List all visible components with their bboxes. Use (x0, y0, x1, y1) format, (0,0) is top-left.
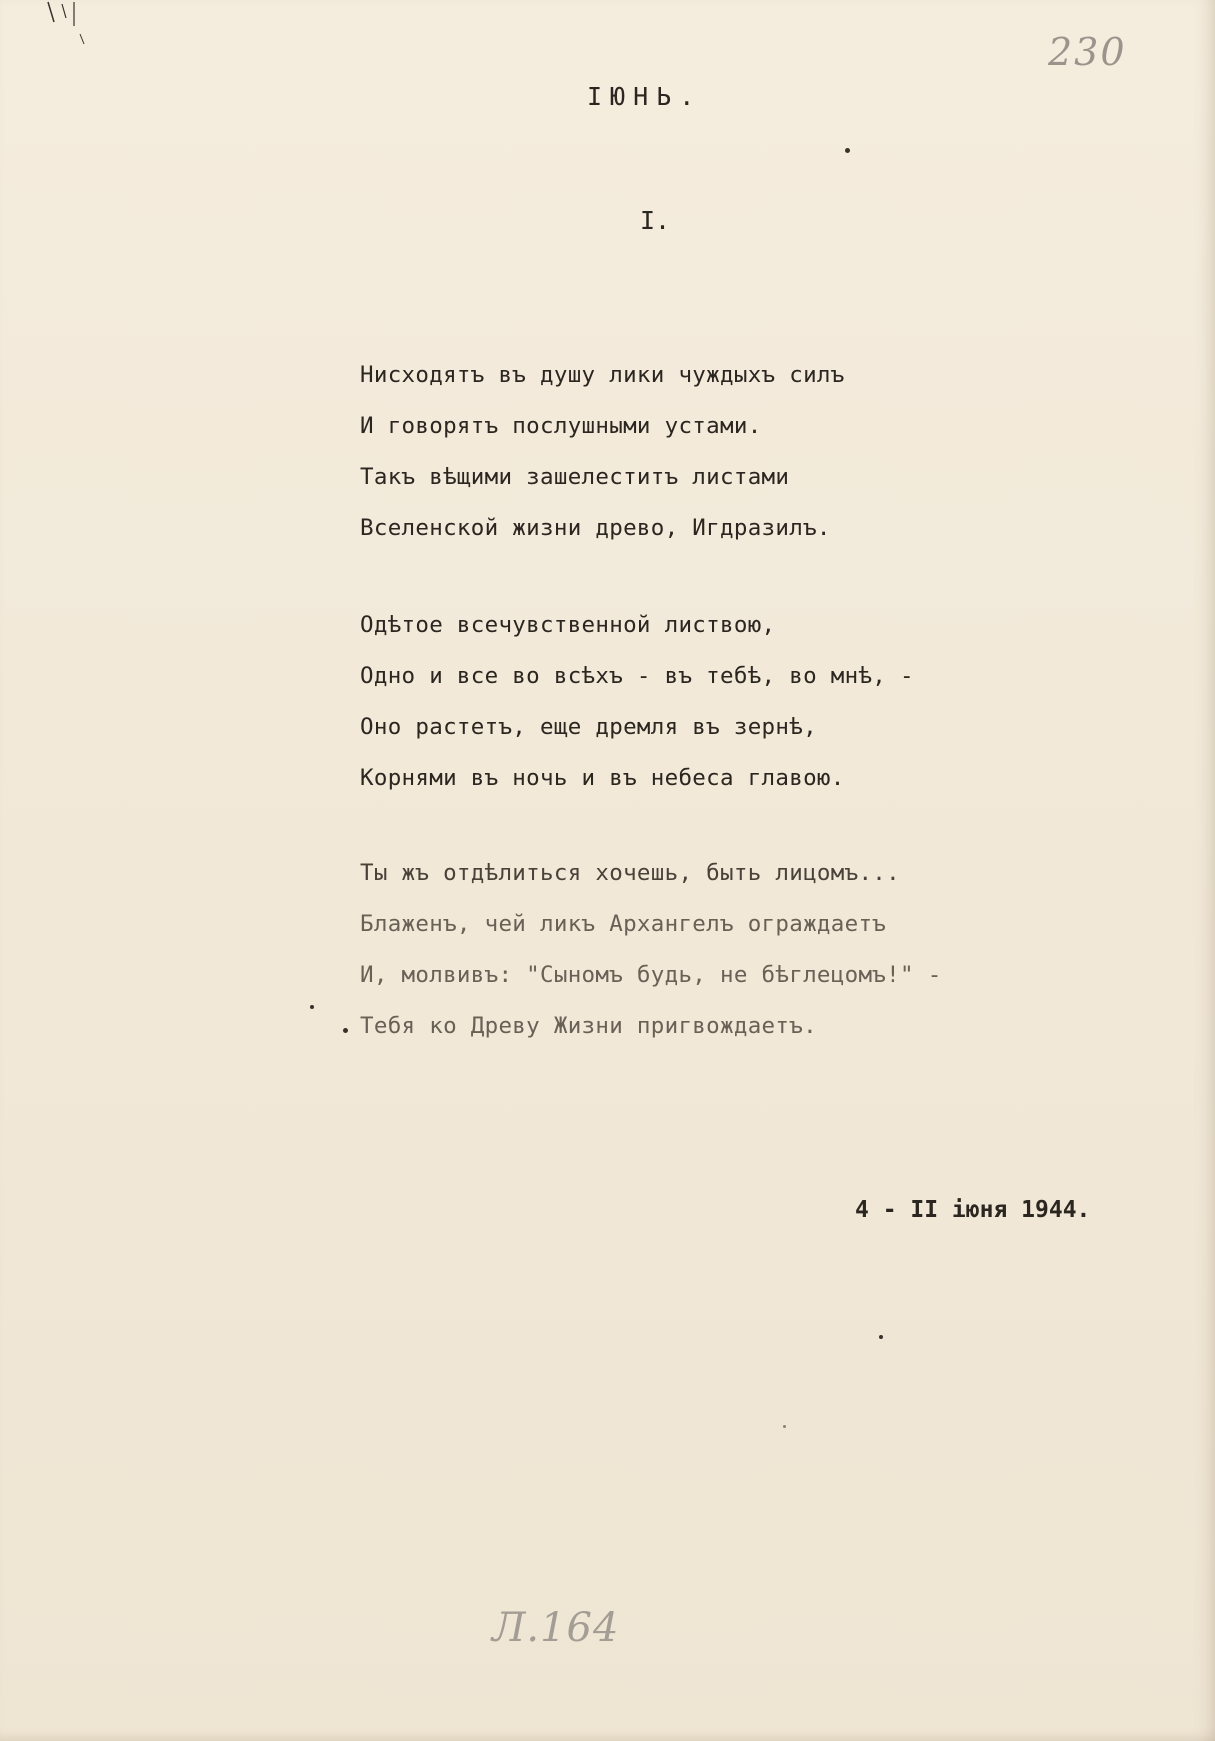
section-number: I. (640, 206, 671, 235)
verse-line: И, молвивъ: "Сыномъ будь, не бѣглецомъ!" - (360, 962, 942, 988)
ink-speck (310, 1005, 314, 1009)
verse-line: Корнями въ ночь и въ небеса главою. (360, 765, 845, 791)
verse-line: Одно и все во всѣхъ - въ тебѣ, во мнѣ, - (360, 663, 914, 689)
verse-line: И говорятъ послушными устами. (360, 413, 762, 439)
stanza-1 (360, 350, 845, 554)
archive-leaf-number: Л.164 (492, 1605, 620, 1651)
poem-title: ІЮНЬ. (587, 82, 703, 111)
verse-line: Оно растетъ, еще дремля въ зернѣ, (360, 714, 817, 740)
archive-page-number: 230 (1048, 30, 1127, 74)
verse-line: Тебя ко Древу Жизни пригвождаетъ. (360, 1013, 817, 1039)
verse-line: Нисходятъ въ душу лики чуждыхъ силъ (360, 362, 845, 388)
verse-line: Такъ вѣщими зашелеститъ листами (360, 464, 790, 490)
poem-date: 4 - II іюня 1944. (855, 1197, 1091, 1223)
stanza-3 (360, 848, 942, 1052)
verse-line: Вселенской жизни древо, Игдразилъ. (360, 515, 831, 541)
verse-line: Блаженъ, чей ликъ Архангелъ ограждаетъ (360, 911, 887, 937)
verse-line: Ты жъ отдѣлиться хочешь, быть лицомъ... (360, 860, 900, 886)
stanza-2 (360, 600, 914, 804)
ink-speck (879, 1335, 883, 1339)
verse-line: Одѣтое всечувственной листвою, (360, 612, 776, 638)
ink-speck (783, 1425, 786, 1428)
edge-scratch-marks (40, 0, 120, 60)
ink-speck (343, 1028, 348, 1033)
ink-speck (845, 148, 850, 153)
